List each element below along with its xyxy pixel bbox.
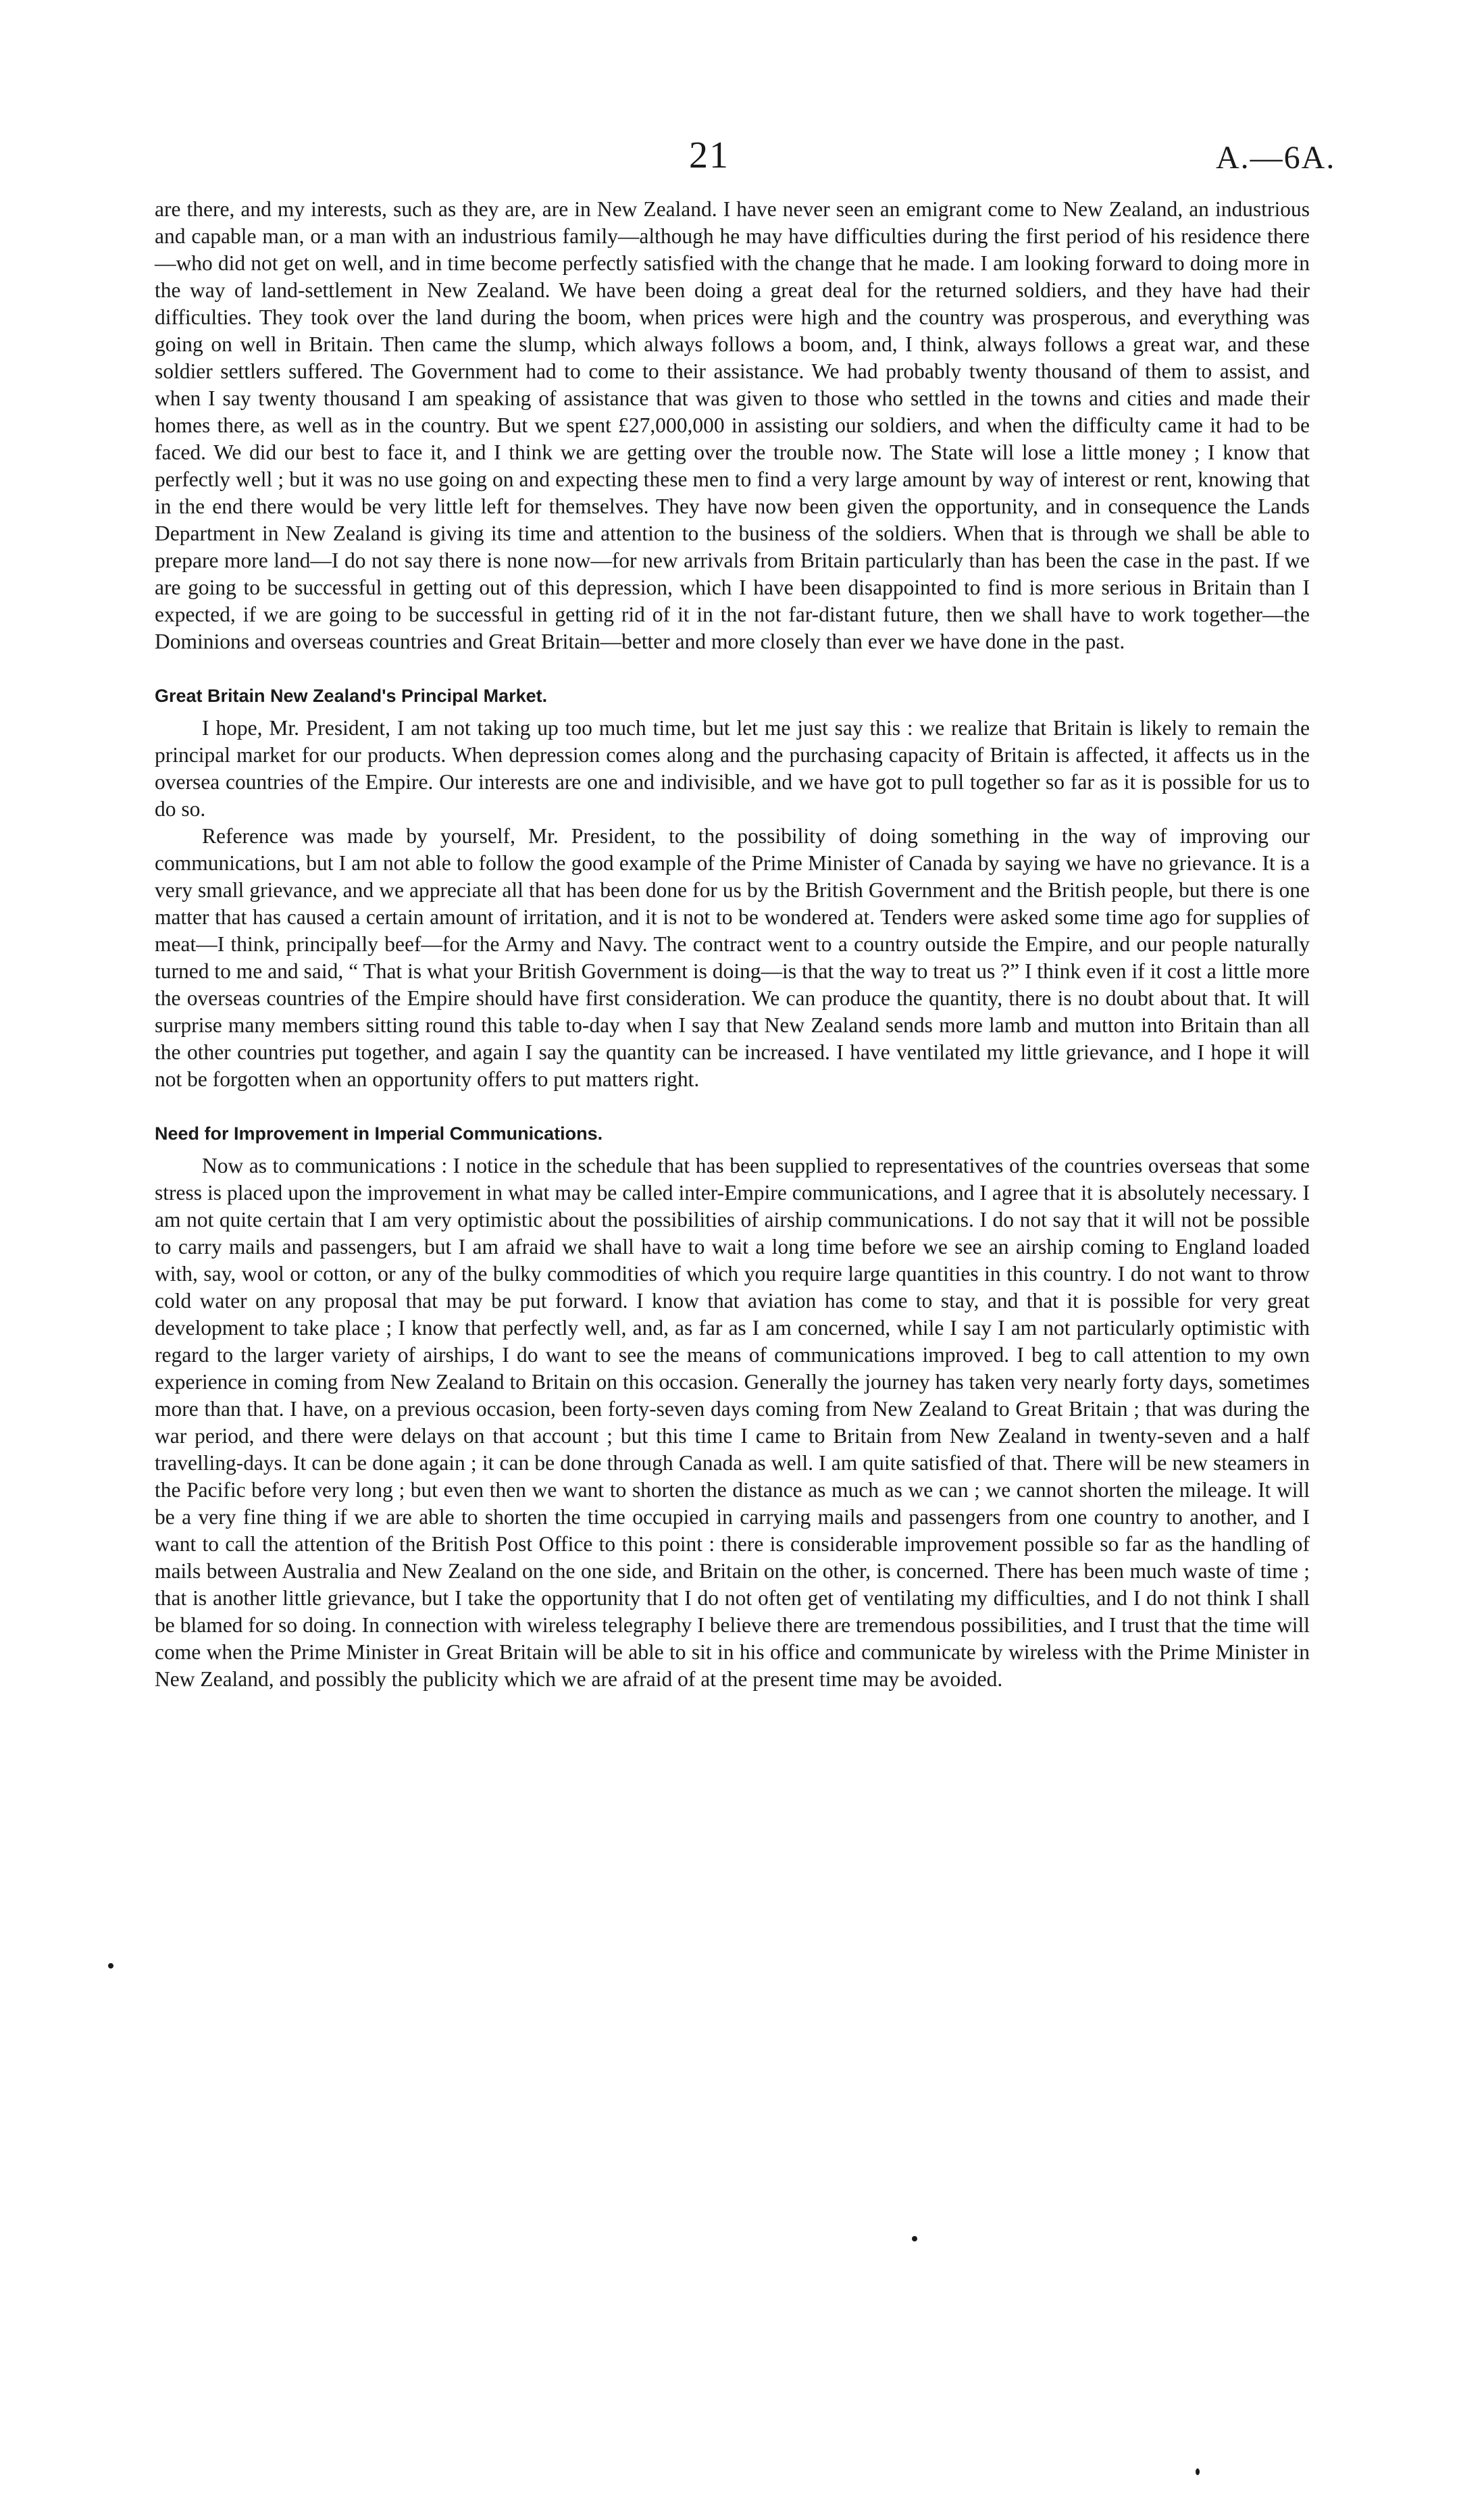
margin-mark xyxy=(912,2236,917,2241)
paragraph-grievance: Reference was made by yourself, Mr. President, to the possibility of doing something in the way of improving our communications, but I am not able to follow the good example of the Prime Minister of Canada by saying we have no grievance. It is a very small grievance, and we appreciate all that has been done for us by the British Government and the British people, but there is one matter that has caused a certain amount of irritation, and it is not to be wondered at. Tenders were asked some time ago for supplies of meat—I think, principally beef—for the Army and Navy. The contract went to a country outside the Empire, and our people naturally turned to me and said, “ That is what your British Government is doing—is that the way to treat us ?” I think even if it cost a little more the overseas countries of the Empire should have first consideration. We can produce the quantity, there is no doubt about that. It will surprise many members sitting round this table to-day when I say that New Zealand sends more lamb and mutton into Britain than all the other countries put together, and again I say the quantity can be increased. I have ventilated my little grievance, and I hope it will not be forgotten when an opportunity offers to put matters right. xyxy=(155,824,1310,1091)
margin-mark xyxy=(1196,2468,1200,2475)
page-number: 21 xyxy=(689,134,730,176)
paragraph-communications: Now as to communications : I notice in the schedule that has been supplied to representatives of the countries overseas that some stress is placed upon the improvement in what may be called inter-Empire communications, and I agree that it is absolutely necessary. I am not quite certain that I am very optimistic about the possibilities of airship communications. I do not say that it will not be possible to carry mails and passengers, but I am afraid we shall have to wait a long time before we see an airship coming to England loaded with, say, wool or cotton, or any of the bulky commodities of which you require large quantities in this country. I do not want to throw cold water on any proposal that may be put forward. I know that aviation has come to stay, and that it is possible for very great development to take place ; I know that perfectly well, and, as far as I am concerned, while I say I am not particularly optimistic with regard to the larger variety of airships, I do want to see the means of communications improved. I beg to call attention to my own experience in coming from New Zealand to Britain on this occasion. Generally the journey has taken very nearly forty days, sometimes more than that. I have, on a previous occasion, been forty-seven days coming from New Zealand to Great Britain ; that was during the war period, and there were delays on that account ; but this time I came to Britain from New Zealand in twenty-seven and a half travelling-days. It can be done again ; it can be done through Canada as well. I am quite satisfied of that. There will be new steamers in the Pacific before very long ; but even then we want to shorten the distance as much as we can ; we cannot shorten the mileage. It will be a very fine thing if we are able to shorten the time occupied in carrying mails and passengers from one country to another, and I want to call the attention of the British Post Office to this point : there is considerable improvement possible so far as the handling of mails between Australia and New Zealand on the one side, and Britain on the other, is concerned. There has been much waste of time ; that is another little grievance, but I take the opportunity that I do not often get of ventilating my difficulties, and I do not think I shall be blamed for so doing. In connection with wireless telegraphy I believe there are tremendous possibilities, and I trust that the time will come when the Prime Minister in Great Britain will be able to sit in his office and communicate by wireless with the Prime Minister in New Zealand, and possibly the publicity which we are afraid of at the present time may be avoided. xyxy=(155,1154,1310,1691)
paragraph-principal-market: I hope, Mr. President, I am not taking up too much time, but let me just say this : we realize that Britain is likely to remain the principal market for our products. When depression comes along and the purchasing capacity of Britain is affected, it affects us in the oversea countries of the Empire. Our interests are one and indivisible, and we have got to pull together so far as it is possible for us to do so. xyxy=(155,716,1310,821)
margin-mark xyxy=(108,1963,113,1969)
document-body xyxy=(155,196,1310,1693)
paragraph-continuation: are there, and my interests, such as they are, are in New Zealand. I have never seen an emigrant come to New Zealand, an industrious and capable man, or a man with an industrious family—although he may have difficulties during the first period of his residence there—who did not get on well, and in time become perfectly satisfied with the change that he made. I am looking forward to doing more in the way of land-settlement in New Zealand. We have been doing a great deal for the returned soldiers, and they have had their difficulties. They took over the land during the boom, when prices were high and the country was prosperous, and everything was going on well in Britain. Then came the slump, which always follows a boom, and, I think, always follows a great war, and these soldier settlers suffered. The Government had to come to their assistance. We had probably twenty thousand of them to assist, and when I say twenty thousand I am speaking of assistance that was given to those who settled in the towns and cities and made their homes there, as well as in the country. But we spent £27,000,000 in assisting our soldiers, and when the difficulty came it had to be faced. We did our best to face it, and I think we are getting over the trouble now. The State will lose a little money ; I know that perfectly well ; but it was no use going on and expecting these men to find a very large amount by way of interest or rent, knowing that in the end there would be very little left for themselves. They have now been given the opportunity, and in consequence the Lands Department in New Zealand is giving its time and attention to the business of the soldiers. When that is through we shall be able to prepare more land—I do not say there is none now—for new arrivals from Britain particularly than has been the case in the past. If we are going to be successful in getting out of this depression, which I have been disappointed to find is more serious in Britain than I expected, if we are going to be successful in getting rid of it in the not far-distant future, then we shall have to work together—the Dominions and overseas countries and Great Britain—better and more closely than ever we have done in the past. xyxy=(155,197,1310,653)
paper-reference: A.—6A. xyxy=(1216,140,1336,176)
section-heading-communications: Need for Improvement in Imperial Communications. xyxy=(155,1123,603,1144)
section-heading-principal-market: Great Britain New Zealand's Principal Market. xyxy=(155,686,548,706)
